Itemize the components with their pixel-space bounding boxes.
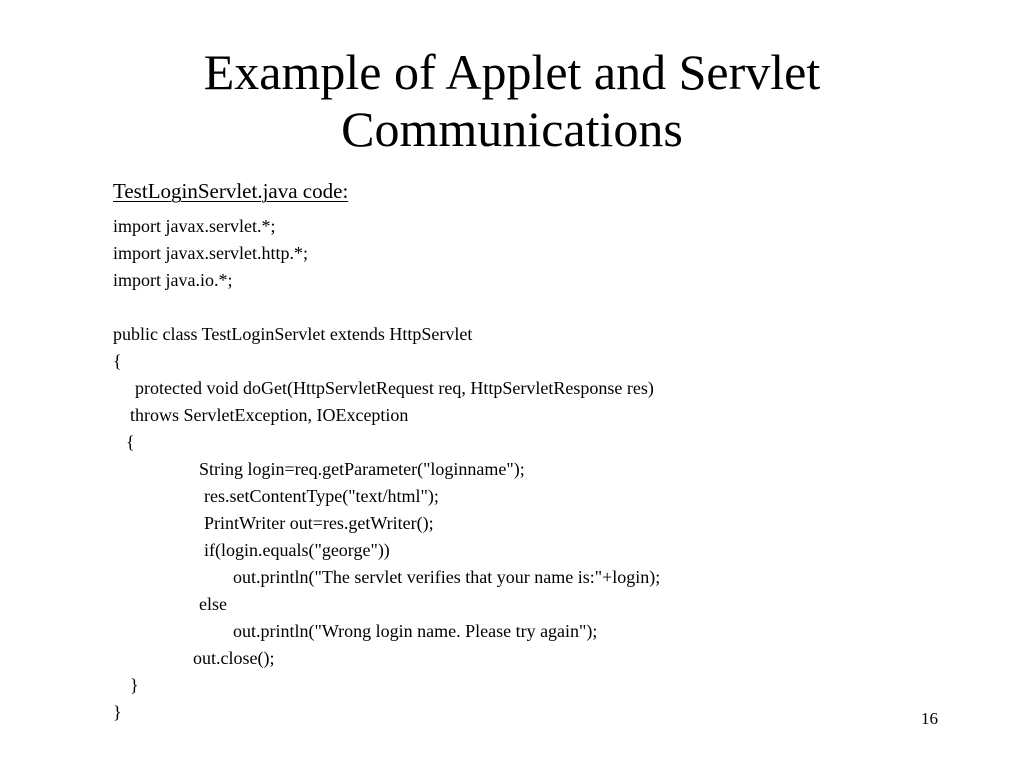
page-number: 16 [921, 709, 938, 728]
code-line: } [113, 702, 122, 722]
code-line: res.setContentType("text/html"); [204, 486, 439, 506]
code-line: } [130, 675, 139, 695]
code-line [113, 294, 660, 321]
code-line: import javax.servlet.http.*; [113, 243, 308, 263]
code-line: throws ServletException, IOException [130, 405, 409, 425]
code-line: { [126, 432, 135, 452]
code-line: protected void doGet(HttpServletRequest req, HttpServletResponse res) [135, 378, 654, 398]
slide-title-line-2: Communications [341, 101, 683, 157]
code-line: out.println("The servlet verifies that your name is:"+login); [233, 567, 661, 587]
slide-title [0, 44, 1024, 158]
code-line: import javax.servlet.*; [113, 216, 276, 236]
code-line: String login=req.getParameter("loginname"); [199, 459, 525, 479]
code-file-heading: TestLoginServlet.java code: [113, 179, 349, 203]
code-line: import java.io.*; [113, 270, 233, 290]
code-line: if(login.equals("george")) [204, 540, 390, 560]
code-line: { [113, 351, 122, 371]
code-listing [113, 213, 660, 726]
code-line: out.println("Wrong login name. Please try again"); [233, 621, 598, 641]
code-line: public class TestLoginServlet extends HttpServlet [113, 324, 473, 344]
code-line: out.close(); [193, 648, 275, 668]
code-line: else [199, 594, 227, 614]
slide-title-line-1: Example of Applet and Servlet [203, 44, 821, 100]
code-line: PrintWriter out=res.getWriter(); [204, 513, 434, 533]
